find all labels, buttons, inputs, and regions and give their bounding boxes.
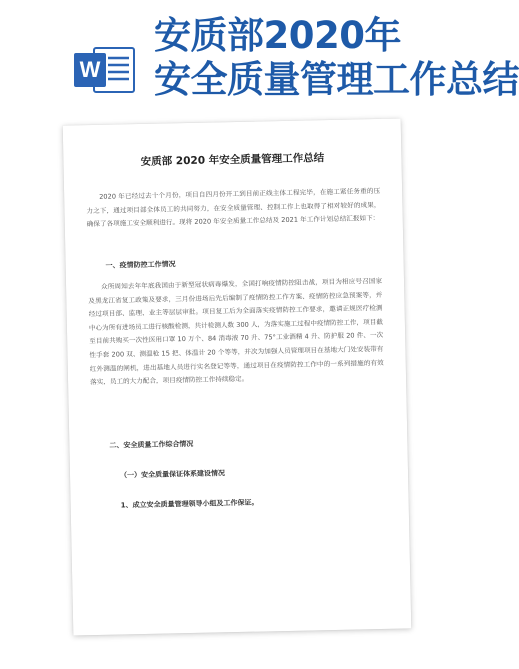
banner [0,0,519,118]
section2-subheading: （一）安全质量保证体系建设情况 [119,469,226,480]
banner-title-line2: 安全质量管理工作总结 [154,58,519,101]
section2-heading: 二、安全质量工作综合情况 [109,439,194,450]
section1-heading: 一、疫情防控工作情况 [105,260,176,270]
intro-paragraph: 2020 年已经过去十个月份，项目自四月份开工到目前正线主体工程完毕，在施工紧任务重的压力之下，通过项目部全体员工的共同努力，在安全质量管理、控制工作上也取得了相对较好的成果，确保了各项施工安全顺利进行。现将 2020 年安全质量工作总结及 2021 年工作计划总结汇报如下： [86,186,381,229]
section2-item1: 1、成立安全质量管理领导小组及工作保证。 [120,498,259,510]
svg-text:W: W [79,57,101,82]
document-title: 安质部 2020 年安全质量管理工作总结 [140,152,325,168]
banner-title-line1: 安质部2020年 [154,14,401,57]
banner-title [154,14,519,102]
section1-paragraph: 众所周知去年年底我国由于新型冠状病毒爆发，全国打响疫情防控阻击战，项目为相应号召国家及黑龙江省复工政策及要求，三月份进场后先后编制了疫情防控工作方案、疫情防控应急预案等，并经过项目部、监理、业主等层层审批。项目复工后为全面落实疫情防控工作要求，邀请正规医疗检测中心为所有进场员工进行核酸检测，共计检测人数 300 人，为落实施工过程中疫情防控工作，项目截至目前共购买一次性医用口罩 10 万个、84 消毒液 70 升、75°工业酒精 4 升、防护服 20 件、一次性手套 200 双、测温枪 15 把、体温计 20 个等等，并次为加强人员管理项目在基地大门处安装带有红外测温的闸机，进出基地人员进行实名登记等等，通过项目在疫情防控工作中的一系列措施的有效落实，员工的大力配合，项目疫情防控工作持续稳定。 [88,276,384,387]
document-page [63,119,412,636]
word-document-icon [74,44,136,96]
